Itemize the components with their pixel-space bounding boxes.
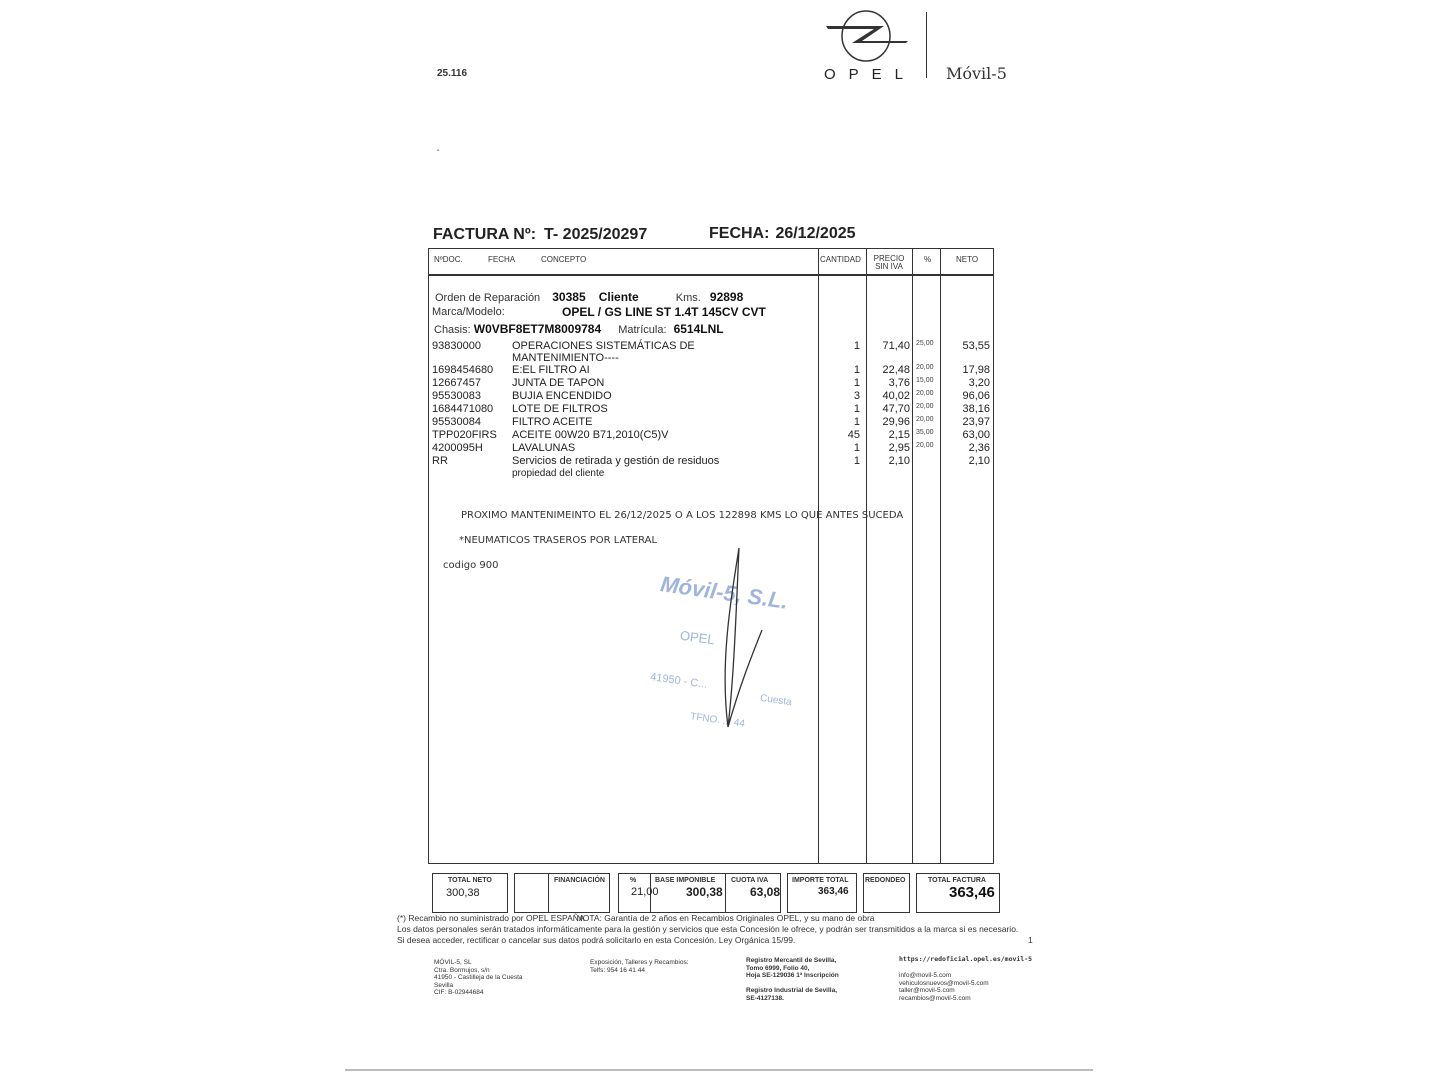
item-net: 2,36 (968, 442, 990, 454)
item-qty: 1 (853, 442, 860, 454)
item-code: 12667457 (432, 377, 481, 389)
item-qty: 1 (853, 364, 860, 376)
footer-email-taller[interactable]: taller@movil-5.com (899, 987, 955, 994)
stray-mark: ʻ (437, 148, 440, 159)
invoice-date-value: 26/12/2025 (775, 225, 856, 242)
item-code: 95530084 (432, 416, 481, 428)
item-code: RR (432, 455, 448, 467)
item-code: 1684471080 (432, 403, 494, 415)
item-qty: 45 (847, 429, 860, 441)
document-number: 25.116 (437, 68, 468, 79)
total-factura-value: 363,46 (949, 884, 995, 901)
stamp-town: Cuesta (759, 692, 793, 709)
item-pct: 20,00 (916, 403, 934, 410)
footer-web-link[interactable]: https://redoficial.opel.es/movil-5 (899, 955, 1033, 963)
make-model-value (562, 305, 766, 319)
repair-order-label: Orden de Reparación (435, 292, 541, 304)
dealer-name: Móvil-5 (946, 64, 1007, 83)
legal-line-3: Si desea acceder, rectificar o cancelar sus datos podrá solicitarlo en esta Concesión. Ley Orgánica 15/99. (397, 935, 796, 945)
item-price: 29,96 (882, 416, 910, 428)
chassis-label: Chasis: (434, 324, 471, 336)
item-net: 63,00 (962, 429, 990, 441)
plate-value: 6514LNL (673, 322, 724, 336)
item-concept-cont: MANTENIMIENTO---- (512, 352, 619, 364)
item-code: 95530083 (432, 390, 481, 402)
item-concept-cont: propiedad del cliente (512, 468, 605, 479)
footer-industrial-line1: Registro Industrial de Sevilla, (746, 987, 838, 994)
header-precio-line2: SIN IVA (875, 262, 903, 271)
footer-registry-line3: Hoja SE-129036 1ª Inscripción (746, 972, 839, 979)
footer-emails (899, 972, 989, 1002)
footer-email-info[interactable]: info@movil-5.com (899, 972, 952, 979)
item-pct: 25,00 (916, 340, 934, 347)
item-pct: 35,00 (916, 429, 934, 436)
item-concept: FILTRO ACEITE (512, 416, 593, 428)
item-price: 2,10 (888, 455, 910, 467)
header-concepto: CONCEPTO (541, 255, 587, 264)
invoice-date-label: FECHA: (709, 225, 770, 242)
item-code: 4200095H (432, 442, 483, 454)
footer-registry (746, 957, 839, 980)
footer-email-recambios[interactable]: recambios@movil-5.com (899, 994, 971, 1002)
tyres-note: *NEUMATICOS TRASEROS POR LATERAL (459, 535, 658, 546)
table-header-divider (428, 274, 994, 276)
footer-registry-line2: Tomo 6999, Folio 40, (746, 964, 810, 972)
item-concept: LOTE DE FILTROS (512, 403, 608, 415)
pct-label: % (630, 877, 637, 884)
total-neto-label: TOTAL NETO (448, 877, 492, 884)
brand-wordmark: OPEL (824, 66, 917, 83)
footer-contact (590, 959, 689, 974)
item-pct: 15,00 (916, 377, 934, 384)
pct-value: 21,00 (631, 886, 659, 898)
item-pct: 20,00 (916, 442, 934, 449)
footer-company-street: Ctra. Bormujos, s/n (434, 966, 490, 974)
item-concept: JUNTA DE TAPON (512, 377, 605, 389)
stamp-phone: TFNO. ... 44 (689, 711, 746, 730)
header-doc: NºDOC. (434, 255, 463, 264)
tax-divider (725, 873, 726, 913)
importe-label: IMPORTE TOTAL (792, 877, 849, 884)
header-neto: NETO (956, 255, 979, 264)
item-qty: 3 (853, 390, 860, 402)
item-net: 53,55 (962, 340, 990, 352)
chassis-value: W0VBF8ET7M8009784 (473, 322, 602, 336)
item-price: 3,76 (888, 377, 910, 389)
make-model-label: Marca/Modelo: (432, 306, 505, 318)
signature-icon (700, 545, 780, 735)
column-divider (818, 248, 819, 864)
item-concept: E:EL FILTRO AI (512, 364, 590, 376)
header-fecha: FECHA (488, 255, 516, 264)
brand-divider (926, 12, 927, 78)
item-price: 2,15 (888, 429, 910, 441)
total-factura-label: TOTAL FACTURA (928, 877, 986, 884)
item-concept: Servicios de retirada y gestión de residuos (512, 455, 720, 467)
item-code: 1698454680 (432, 364, 494, 376)
item-qty: 1 (853, 416, 860, 428)
item-pct: 20,00 (916, 390, 934, 397)
item-price: 2,95 (888, 442, 910, 454)
plate-label: Matrícula: (618, 324, 667, 336)
chassis-line (434, 322, 724, 336)
footer-industrial (746, 987, 837, 1002)
total-neto-value: 300,38 (446, 887, 480, 899)
item-net: 23,97 (962, 416, 990, 428)
item-concept: LAVALUNAS (512, 442, 576, 454)
importe-value: 363,46 (818, 886, 849, 897)
footer-company-cif: CIF: B-02944684 (434, 989, 484, 996)
header-precio-line1: PRECIO (873, 254, 905, 263)
code-note: codigo 900 (443, 560, 499, 571)
footer-contact-phone: Telfs: 954 16 41 44 (590, 966, 645, 974)
legal-recambio: (*) Recambio no suministrado por OPEL ESPAÑA (397, 913, 585, 923)
item-price: 47,70 (882, 403, 910, 415)
footer-company-town: 41950 - Castilleja de la Cuesta (434, 974, 523, 981)
item-net: 2,10 (968, 455, 990, 467)
item-concept: ACEITE 00W20 B71,2010(C5)V (512, 429, 669, 441)
item-net: 96,06 (962, 390, 990, 402)
stamp-address: 41950 - C... (649, 671, 709, 691)
stamp-brand: OPEL (679, 627, 716, 648)
next-service-note: PROXIMO MANTENIMEINTO EL 26/12/2025 O A LOS 122898 KMS LO QUE ANTES SUCEDA (461, 510, 904, 521)
base-value: 300,38 (686, 885, 723, 899)
item-price: 22,48 (882, 364, 910, 376)
stamp-company: Móvil-5, S.L. (658, 571, 790, 614)
page-bottom-edge (345, 1069, 1093, 1071)
client-label: Cliente (598, 290, 639, 304)
item-qty: 1 (853, 377, 860, 389)
legal-line-2: Los datos personales serán tratados informáticamente para la gestión y servicios que esta Concesión le ofrece, y podrán ser transmitidos a la marca si es necesario. (397, 924, 1019, 934)
item-net: 38,16 (962, 403, 990, 415)
item-price: 40,02 (882, 390, 910, 402)
item-qty: 1 (853, 403, 860, 415)
legal-garantia: NOTA: Garantía de 2 años en Recambios Originales OPEL, y su mano de obra (576, 913, 875, 923)
item-concept: BUJIA ENCENDIDO (512, 390, 612, 402)
legal-line-1 (397, 913, 875, 923)
invoice-number-label: FACTURA Nº: (433, 226, 537, 243)
item-net: 3,20 (968, 377, 990, 389)
footer-company (434, 959, 523, 997)
page-number: 1 (1028, 935, 1033, 945)
header-pct: % (924, 255, 932, 264)
invoice-date (709, 225, 856, 243)
item-price: 71,40 (882, 340, 910, 352)
header-precio (868, 255, 910, 271)
footer-company-name: MÓVIL-5, SL (434, 959, 472, 966)
repair-order-line (435, 290, 743, 304)
footer-company-city: Sevilla (434, 981, 454, 989)
item-qty: 1 (853, 455, 860, 467)
footer-registry-line1: Registro Mercantil de Sevilla, (746, 957, 837, 964)
base-label: BASE IMPONIBLE (655, 877, 716, 884)
header-cantidad: CANTIDAD (820, 255, 861, 264)
item-net: 17,98 (962, 364, 990, 376)
footer-industrial-line2: SE-4127138. (746, 994, 784, 1002)
item-pct: 20,00 (916, 364, 934, 371)
column-divider (912, 248, 913, 864)
footer-email-vehiculos[interactable]: vehiculosnuevos@movil-5.com (899, 979, 989, 987)
cuota-label: CUOTA IVA (731, 877, 769, 884)
kms-value: 92898 (709, 290, 744, 304)
item-pct: 20,00 (916, 416, 934, 423)
invoice-number-value: T- 2025/20297 (544, 226, 648, 243)
item-qty: 1 (853, 340, 860, 352)
make-model-text: OPEL / GS LINE ST 1.4T 145CV CVT (562, 305, 766, 319)
invoice-number (433, 226, 647, 244)
redondeo-label: REDONDEO (865, 877, 906, 884)
item-code: 93830000 (432, 340, 481, 352)
item-code: TPP020FIRS (432, 429, 497, 441)
cuota-value: 63,08 (750, 885, 781, 899)
footer-contact-title: Exposición, Talleres y Recambios: (590, 959, 689, 966)
financiacion-divider (548, 873, 549, 913)
kms-label: Kms. (675, 292, 701, 304)
item-concept: OPERACIONES SISTEMÁTICAS DE (512, 340, 695, 352)
financiacion-label: FINANCIACIÓN (554, 877, 605, 884)
repair-order-value: 30385 (552, 290, 586, 304)
